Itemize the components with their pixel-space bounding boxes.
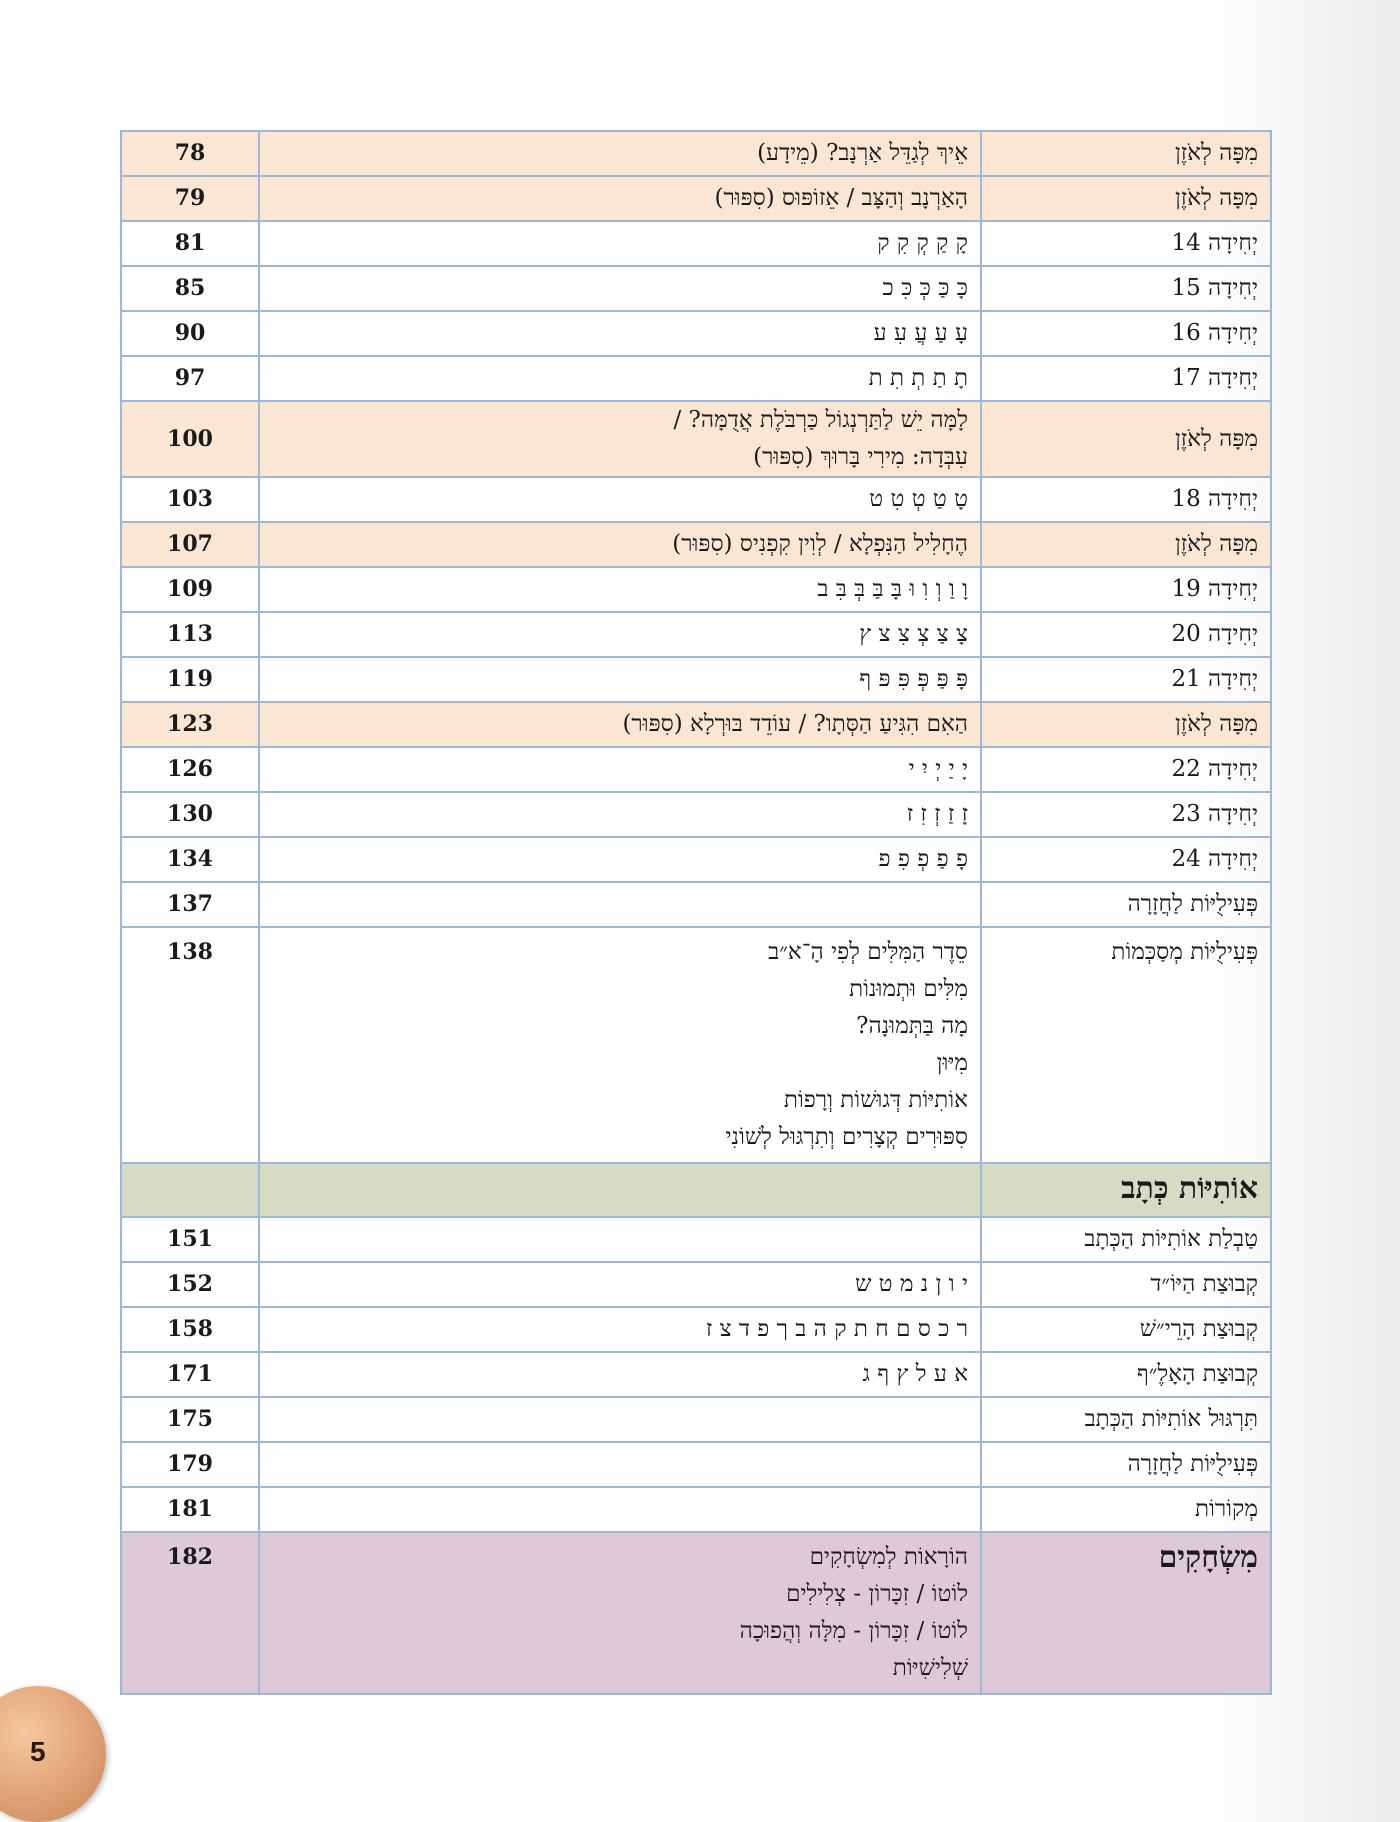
toc-section (981, 1487, 1271, 1532)
page-number: 5 (30, 1736, 46, 1767)
toc-row (121, 401, 1271, 477)
toc-page-number: 126 (121, 747, 259, 792)
toc-content-line: עִבְּדָה: מִירִי בָּרוּךְ (סִפּוּר) (753, 444, 968, 470)
toc-page-number: 179 (121, 1442, 259, 1487)
toc-content (259, 612, 981, 657)
toc-section-label: יְחִידָה 19 (1171, 576, 1258, 602)
toc-page-number: 78 (121, 131, 259, 176)
toc-section (981, 747, 1271, 792)
toc-content-line: סֵדֶר הַמִּלִּים לְפִי הָ־א״ב (768, 939, 968, 965)
toc-page-number: 138 (121, 927, 259, 1163)
toc-page-number: 113 (121, 612, 259, 657)
toc-content (259, 1307, 981, 1352)
toc-section-label: מִפָּה לְאֹזֶן (1174, 425, 1258, 452)
toc-content-line: צָ צַ צְ צִ צ ץ (859, 621, 968, 647)
toc-section-label: מְקוֹרוֹת (1194, 1496, 1258, 1522)
toc-section (981, 1397, 1271, 1442)
toc-section-label: יְחִידָה 23 (1171, 801, 1258, 827)
toc-page-number: 103 (121, 477, 259, 522)
toc-content-line: מִלִּים וּתְמוּנוֹת (849, 976, 968, 1002)
toc-content (259, 1397, 981, 1442)
toc-page-number: 137 (121, 882, 259, 927)
table-of-contents (120, 130, 1272, 1695)
toc-row (121, 612, 1271, 657)
toc-row (121, 221, 1271, 266)
toc-row (121, 311, 1271, 356)
toc-content (259, 567, 981, 612)
toc-section (981, 1442, 1271, 1487)
toc-content-line (272, 1491, 968, 1528)
toc-section-label: קְבוּצַת הָאָלֶ״ף (1136, 1361, 1258, 1387)
toc-row (121, 266, 1271, 311)
toc-content (259, 1352, 981, 1397)
toc-section (981, 1217, 1271, 1262)
toc-row (121, 567, 1271, 612)
toc-section (981, 1262, 1271, 1307)
toc-row (121, 1307, 1271, 1352)
toc-section (981, 837, 1271, 882)
toc-page-number: 130 (121, 792, 259, 837)
toc-section-label: יְחִידָה 21 (1171, 666, 1258, 692)
toc-section-label: מִפָּה לְאֹזֶן (1174, 185, 1258, 211)
toc-section (981, 1352, 1271, 1397)
toc-page-number: 97 (121, 356, 259, 401)
toc-content (259, 401, 981, 477)
toc-page-number: 79 (121, 176, 259, 221)
toc-content-line: פָ פַ פְ פִ פ (878, 846, 968, 872)
toc-row (121, 1262, 1271, 1307)
toc-content (259, 477, 981, 522)
toc-row (121, 1163, 1271, 1217)
toc-section (981, 477, 1271, 522)
toc-page-number: 85 (121, 266, 259, 311)
toc-page-number: 171 (121, 1352, 259, 1397)
toc-content-line: שְׁלִישִׁיּוֹת (892, 1655, 968, 1681)
toc-section (981, 1307, 1271, 1352)
toc-page-number: 158 (121, 1307, 259, 1352)
toc-section (981, 927, 1271, 1163)
toc-section-label: פְּעִילֻיּוֹת לַחֲזָרָה (1127, 891, 1258, 917)
toc-row (121, 792, 1271, 837)
toc-section-label: יְחִידָה 17 (1171, 365, 1258, 391)
toc-section (981, 882, 1271, 927)
toc-page-number: 151 (121, 1217, 259, 1262)
toc-section-label: יְחִידָה 16 (1171, 320, 1258, 346)
toc-section-label: מִפָּה לְאֹזֶן (1174, 531, 1258, 557)
toc-section-label: מִשְׂחָקִים (1158, 1540, 1258, 1575)
toc-content-line: כָּ כַּ כְּ כִּ כ (882, 275, 968, 301)
toc-content (259, 221, 981, 266)
toc-section-label: יְחִידָה 22 (1171, 756, 1258, 782)
toc-content (259, 657, 981, 702)
toc-section (981, 612, 1271, 657)
toc-content-line (272, 1221, 968, 1258)
toc-page-number: 81 (121, 221, 259, 266)
toc-section-label: טַבְלַת אוֹתִיּוֹת הַכְּתָב (1084, 1226, 1258, 1252)
toc-section (981, 567, 1271, 612)
toc-page-number: 181 (121, 1487, 259, 1532)
toc-row (121, 1532, 1271, 1694)
toc-section-label: קְבוּצַת הָרֵי״שׁ (1139, 1316, 1258, 1342)
toc-section-label: פְּעִילֻיּוֹת לַחֲזָרָה (1127, 1451, 1258, 1477)
toc-page-number: 107 (121, 522, 259, 567)
toc-content-line: הוֹרָאוֹת לְמִשְׂחָקִים (809, 1544, 968, 1570)
toc-section-label: יְחִידָה 15 (1171, 275, 1258, 301)
toc-row (121, 837, 1271, 882)
toc-section (981, 131, 1271, 176)
toc-content (259, 702, 981, 747)
toc-page-number: 90 (121, 311, 259, 356)
toc-content-line: ר כ ס ם ח ת ק ה ב ך פ ד צ ז (705, 1316, 968, 1342)
toc-section (981, 311, 1271, 356)
toc-content-line: יָ יַ יְ יִ י (908, 756, 968, 782)
toc-row (121, 1487, 1271, 1532)
toc-content (259, 311, 981, 356)
toc-row (121, 1397, 1271, 1442)
toc-content (259, 927, 981, 1163)
toc-row (121, 477, 1271, 522)
toc-section (981, 221, 1271, 266)
toc-row (121, 1442, 1271, 1487)
toc-page-number: 175 (121, 1397, 259, 1442)
toc-content-line: טָ טַ טְ טִ ט (869, 486, 968, 512)
toc-page-number (121, 1163, 259, 1217)
toc-section-label: מִפָּה לְאֹזֶן (1174, 711, 1258, 737)
toc-section-label: יְחִידָה 18 (1171, 486, 1258, 512)
toc-section (981, 522, 1271, 567)
toc-row (121, 1352, 1271, 1397)
toc-content (259, 1262, 981, 1307)
toc-section (981, 1163, 1271, 1217)
toc-page-number: 134 (121, 837, 259, 882)
toc-section-label: יְחִידָה 24 (1171, 846, 1258, 872)
toc-content (259, 837, 981, 882)
toc-content-line: י ו ן נ מ ט ש (855, 1271, 968, 1297)
toc-page-number: 182 (121, 1532, 259, 1694)
toc-section-label: קְבוּצַת הַיּוֹ״ד (1150, 1271, 1258, 1297)
toc-row (121, 356, 1271, 401)
toc-content (259, 792, 981, 837)
toc-content-line: א ע ל ץ ף ג (862, 1361, 968, 1387)
toc-row (121, 1217, 1271, 1262)
toc-content-line: סִפּוּרִים קְצָרִים וְתִרְגּוּל לְשׁוֹנִי (725, 1124, 968, 1150)
toc-content-line: אֵיךְ לְגַדֵּל אַרְנָב? (מֵידָע) (757, 140, 968, 166)
toc-section-label: תִּרְגּוּל אוֹתִיּוֹת הַכְּתָב (1084, 1406, 1258, 1432)
toc-content-line: הֶחָלִיל הַנִּפְלָא / לְוִין קִפְנִיס (סִפּוּר) (672, 531, 968, 557)
toc-content (259, 356, 981, 401)
toc-content (259, 1217, 981, 1262)
toc-content-line: תָ תַ תְ תִ ת (868, 365, 968, 391)
toc-content-line: עָ עַ עֲ עִ ע (873, 320, 968, 346)
toc-content (259, 266, 981, 311)
toc-content (259, 1163, 981, 1217)
page-number-badge (0, 1686, 106, 1822)
toc-content-line: לוֹטוֹ / זִכָּרוֹן - צְלִילִים (786, 1581, 968, 1607)
toc-section-label: אוֹתִיּוֹת כְּתָב (1121, 1171, 1258, 1206)
toc-row (121, 131, 1271, 176)
toc-section (981, 702, 1271, 747)
toc-content-line: מִיּוּן (936, 1050, 968, 1076)
toc-section (981, 176, 1271, 221)
toc-content (259, 1442, 981, 1487)
toc-content-line: אוֹתִיּוֹת דְּגוּשׁוֹת וְרָפוֹת (783, 1087, 968, 1113)
toc-content-line: פָּ פַּ פְּ פִּ פּ ף (859, 666, 968, 692)
toc-content-line: לָמָּה יֵשׁ לַתַּרְנְגוֹל כַּרְבֹּלֶת אֲדֻמָּה? / (673, 407, 968, 433)
toc-section-label: יְחִידָה 14 (1171, 230, 1258, 256)
toc-content (259, 882, 981, 927)
toc-content-line: הַאִם הִגִּיעַ הַסְּתָו? / עוֹדֵד בּוּרְלָא (סִפּוּר) (622, 711, 968, 737)
toc-content (259, 747, 981, 792)
toc-row (121, 522, 1271, 567)
toc-page-number: 123 (121, 702, 259, 747)
toc-content-line: הָאַרְנָב וְהַצָּב / אֵזוֹפּוּס (סִפּוּר) (714, 185, 968, 211)
toc-page-number: 100 (121, 401, 259, 477)
toc-content-line: קָ קַ קְ קִ ק (877, 230, 968, 256)
toc-section (981, 266, 1271, 311)
toc-section-label: פְּעִילֻיּוֹת מְסַכְּמוֹת (1111, 939, 1258, 965)
toc-content-line: וָ וַ וְ וִ וּ בָּ בַּ בְּ בִּ ב (817, 576, 968, 602)
toc-row (121, 747, 1271, 792)
toc-content-line: מָה בַּתְּמוּנָה? (856, 1013, 968, 1039)
toc-content-line (272, 1401, 968, 1438)
toc-section-label: מִפָּה לְאֹזֶן (1174, 140, 1258, 166)
toc-row (121, 176, 1271, 221)
toc-row (121, 882, 1271, 927)
toc-content (259, 176, 981, 221)
toc-content-line: לוֹטוֹ / זִכָּרוֹן - מִלָּה וְהֲפוּכָה (739, 1618, 968, 1644)
toc-section (981, 356, 1271, 401)
toc-section (981, 657, 1271, 702)
toc-content (259, 522, 981, 567)
toc-row (121, 657, 1271, 702)
toc-section-label: יְחִידָה 20 (1171, 621, 1258, 647)
toc-content-line (272, 1172, 968, 1209)
toc-content (259, 1487, 981, 1532)
toc-section (981, 1532, 1271, 1694)
toc-content-line (272, 1446, 968, 1483)
toc-content (259, 1532, 981, 1694)
toc-section (981, 401, 1271, 477)
toc-page-number: 152 (121, 1262, 259, 1307)
toc-content-line (272, 886, 968, 923)
toc-row (121, 927, 1271, 1163)
toc-row (121, 702, 1271, 747)
toc-body (121, 131, 1271, 1694)
toc-content-line: זָ זַ זְ זִ ז (906, 801, 968, 827)
toc-section (981, 792, 1271, 837)
toc-page-number: 109 (121, 567, 259, 612)
toc-page-number: 119 (121, 657, 259, 702)
toc-content (259, 131, 981, 176)
